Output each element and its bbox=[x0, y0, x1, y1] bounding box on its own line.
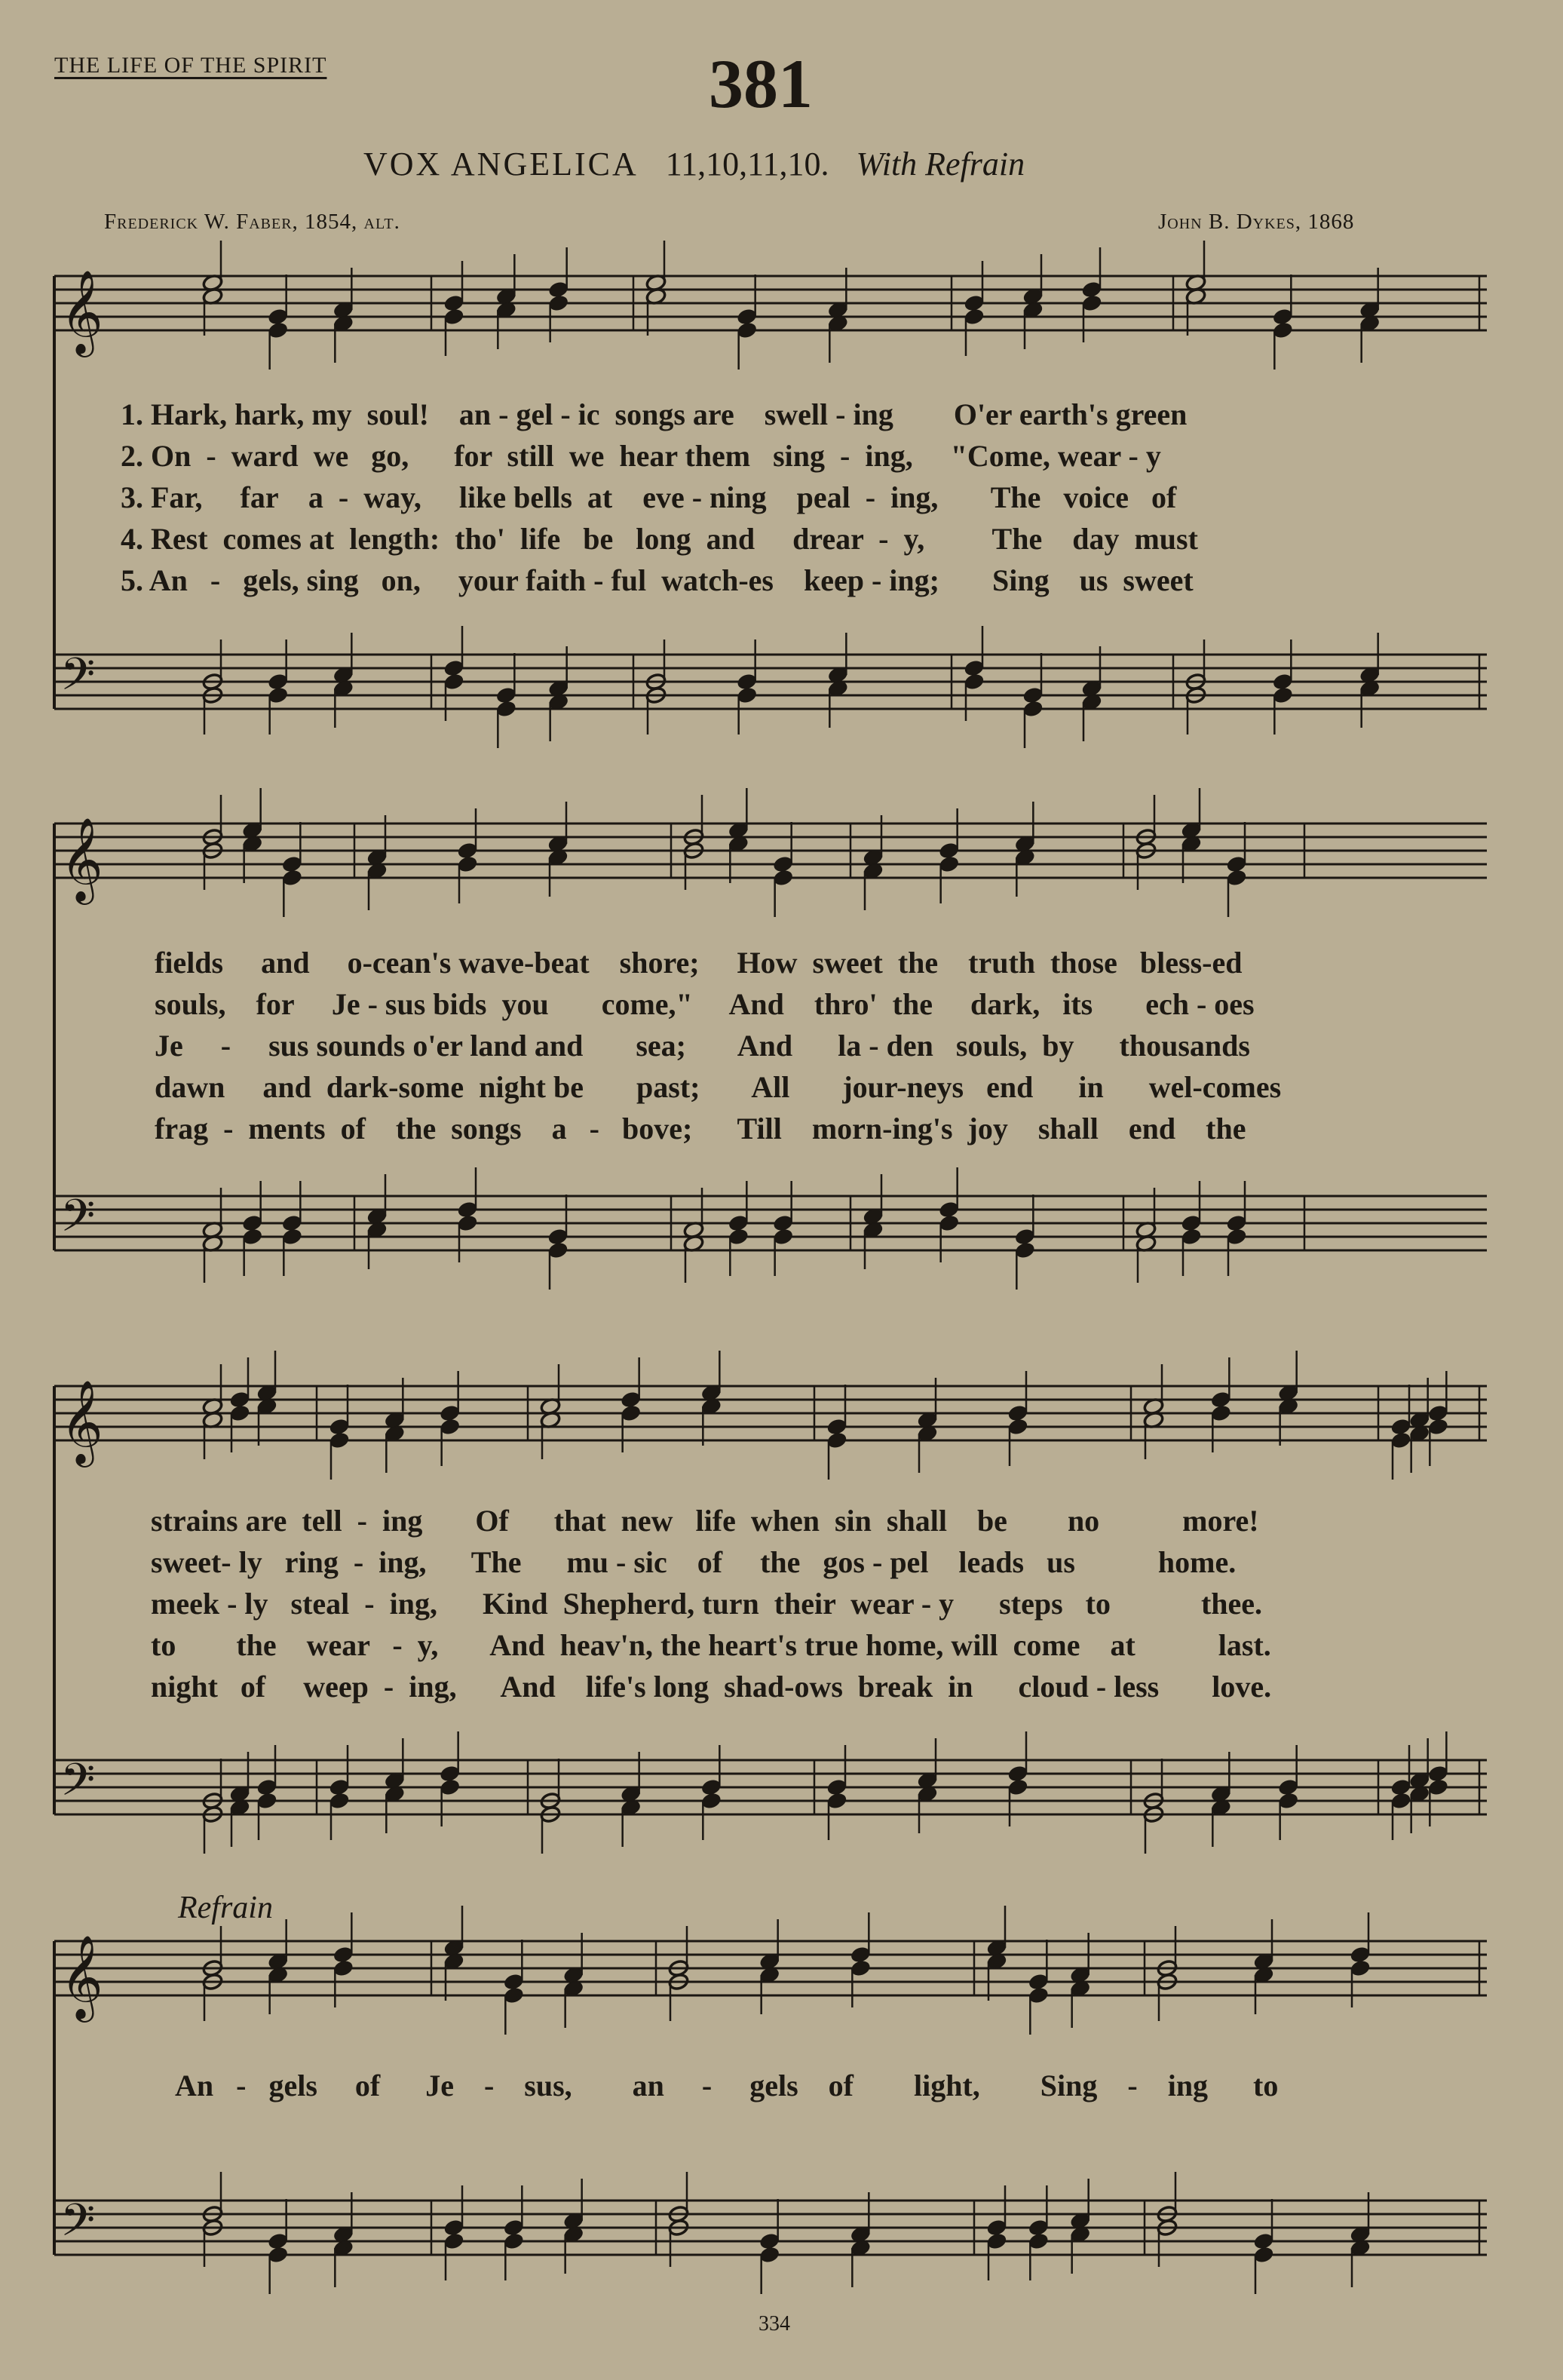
verse-line: meek - ly steal - ing, Kind Shepherd, turn their wear - y steps to thee. bbox=[151, 1587, 1263, 1621]
verse-line: dawn and dark-some night be past; All jour-neys end in wel-comes bbox=[155, 1070, 1282, 1104]
verse-line: strains are tell - ing Of that new life when sin shall be no more! bbox=[151, 1504, 1259, 1538]
refrain-label: Refrain bbox=[178, 1891, 273, 1925]
treble-clef-icon: 𝄞 bbox=[60, 1379, 103, 1464]
author-credit: Frederick W. Faber, 1854, alt. bbox=[104, 210, 400, 234]
tune-line bbox=[363, 145, 1025, 183]
treble-clef-icon: 𝄞 bbox=[60, 817, 103, 901]
verse-line: sweet- ly ring - ing, The mu - sic of the gos - pel leads us home. bbox=[151, 1545, 1237, 1579]
tune-name: VOX ANGELICA bbox=[363, 146, 639, 182]
verse-line: frag - ments of the songs a - bove; Till morn-ing's joy shall end the bbox=[155, 1112, 1246, 1146]
refrain-note: With Refrain bbox=[856, 146, 1025, 182]
verse-line: souls, for Je - sus bids you come," And thro' the dark, its ech - oes bbox=[155, 987, 1255, 1021]
bass-clef-icon: 𝄢 bbox=[60, 2194, 96, 2257]
verse-line: Je - sus sounds o'er land and sea; And la - den souls, by thousands bbox=[155, 1029, 1250, 1063]
page-number: 334 bbox=[759, 2312, 790, 2336]
verse-line: 4. Rest comes at length: tho' life be long and drear - y, The day must bbox=[121, 522, 1198, 556]
hymn-number: 381 bbox=[709, 45, 813, 122]
composer-credit: John B. Dykes, 1868 bbox=[1158, 210, 1355, 234]
verse-line: 3. Far, far a - way, like bells at eve - ning peal - ing, The voice of bbox=[121, 480, 1177, 514]
verse-line: fields and o-cean's wave-beat shore; How sweet the truth those bless-ed bbox=[155, 946, 1243, 980]
bass-clef-icon: 𝄢 bbox=[60, 1753, 96, 1817]
bass-clef-icon: 𝄢 bbox=[60, 1189, 96, 1253]
tune-meter: 11,10,11,10. bbox=[665, 146, 829, 182]
bass-clef-icon: 𝄢 bbox=[60, 648, 96, 711]
section-title: THE LIFE OF THE SPIRIT bbox=[54, 53, 327, 78]
verse-line: 2. On - ward we go, for still we hear them sing - ing, "Come, wear - y bbox=[121, 439, 1161, 473]
verse-line: 1. Hark, hark, my soul! an - gel - ic songs are swell - ing O'er earth's green bbox=[121, 397, 1188, 431]
verse-line: to the wear - y, And heav'n, the heart's true home, will come at last. bbox=[151, 1628, 1271, 1662]
verse-line: night of weep - ing, And life's long shad-ows break in cloud - less love. bbox=[151, 1670, 1272, 1704]
verse-line: 5. An - gels, sing on, your faith - ful watch-es keep - ing; Sing us sweet bbox=[121, 563, 1194, 597]
treble-clef-icon: 𝄞 bbox=[60, 1934, 103, 2019]
treble-clef-icon: 𝄞 bbox=[60, 269, 103, 354]
refrain-line: An - gels of Je - sus, an - gels of light, Sing - ing to bbox=[175, 2069, 1279, 2102]
